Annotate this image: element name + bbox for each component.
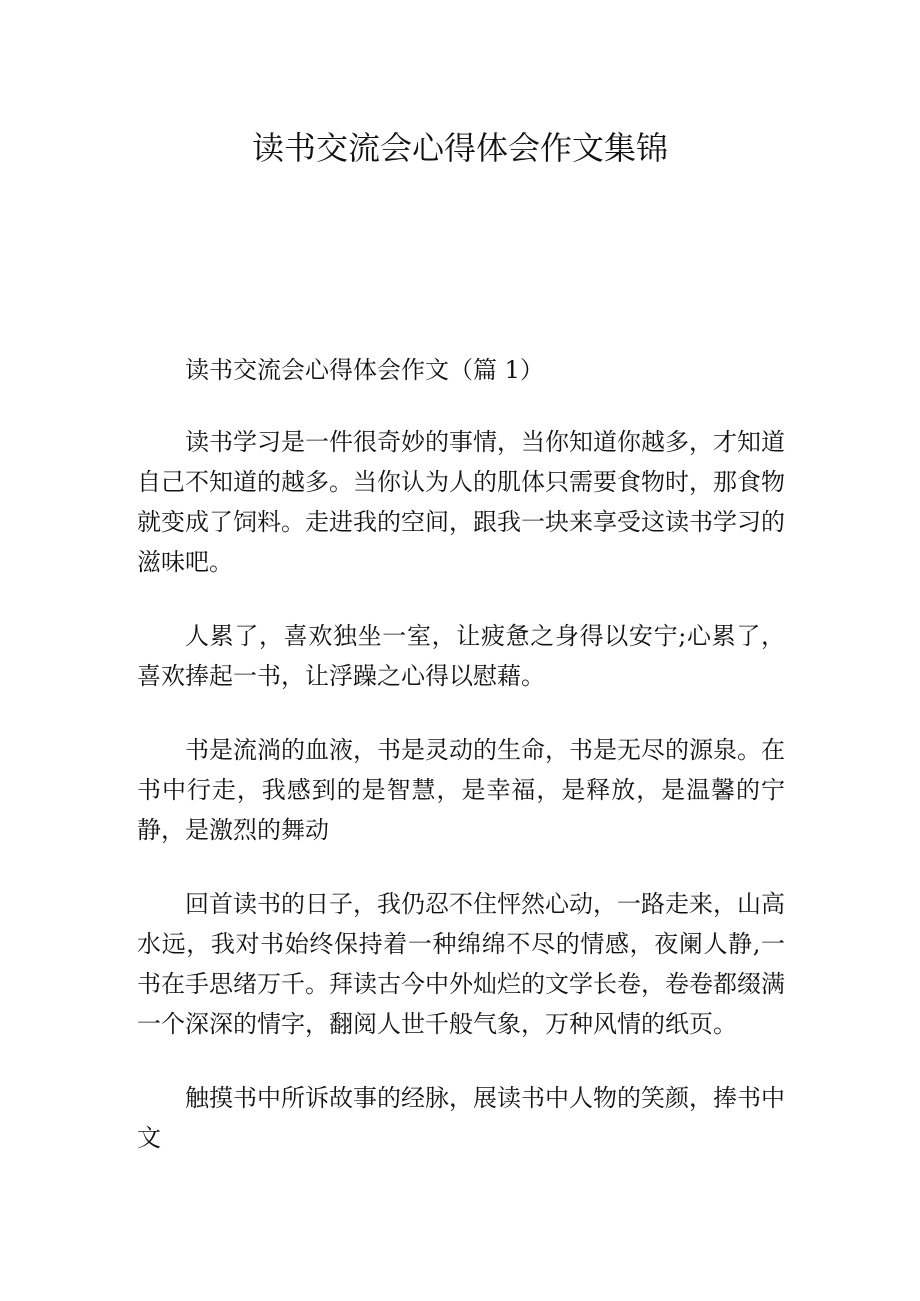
document-title: 读书交流会心得体会作文集锦	[251, 129, 668, 167]
paragraph-4: 回首读书的日子，我仍忍不住怦然心动，一路走来，山高水远，我对书始终保持着一种绵绵不尽的情感，夜阑人静,一书在手思绪万千。拜读古今中外灿烂的文学长卷，卷卷都缀满一个深深的情字，翻阅人世千般气象，万种风情的纸页。	[137, 890, 785, 1038]
section-heading: 读书交流会心得体会作文（篇 1）	[185, 356, 544, 384]
paragraph-5: 触摸书中所诉故事的经脉，展读书中人物的笑颜，捧书中文	[137, 1084, 785, 1152]
document-body	[137, 350, 785, 1192]
paragraph-2: 人累了，喜欢独坐一室，让疲惫之身得以安宁;心累了，喜欢捧起一书，让浮躁之心得以慰藉。	[137, 622, 785, 690]
paragraph-3: 书是流淌的血液，书是灵动的生命，书是无尽的源泉。在书中行走，我感到的是智慧，是幸福，是释放，是温馨的宁静，是激烈的舞动	[137, 736, 785, 844]
paragraph-1: 读书学习是一件很奇妙的事情，当你知道你越多，才知道自己不知道的越多。当你认为人的肌体只需要食物时，那食物就变成了饲料。走进我的空间，跟我一块来享受这读书学习的滋味吧。	[137, 428, 785, 576]
